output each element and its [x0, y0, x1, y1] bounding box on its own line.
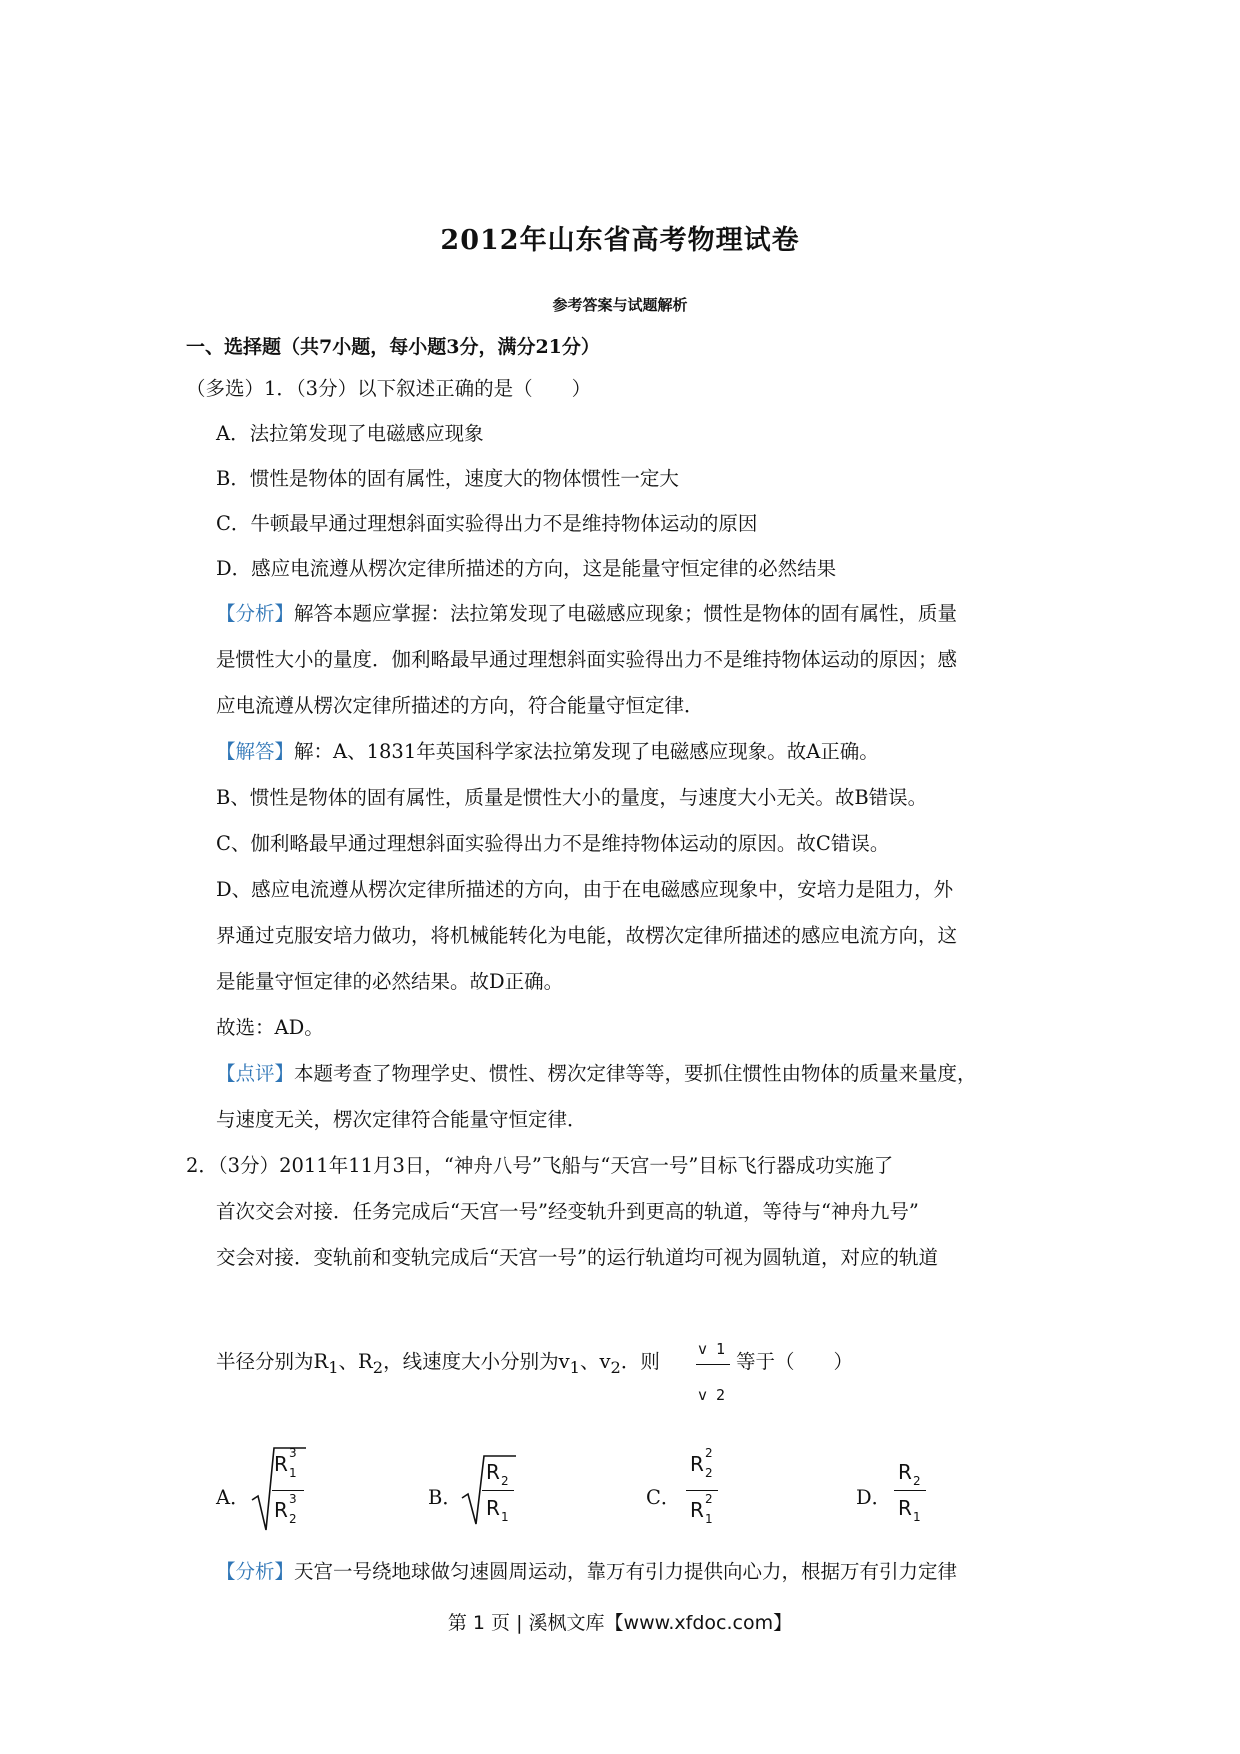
- q2-option-c-numerator: R: [690, 1452, 704, 1476]
- q2-option-a-num-sub: 1: [289, 1466, 297, 1480]
- q2-text-part: ，线速度大小分别为v: [383, 1350, 570, 1373]
- q2-option-c-denominator: R: [690, 1498, 704, 1522]
- subscript: 1: [569, 1357, 580, 1377]
- q2-option-a-num-exp: 3: [289, 1446, 297, 1460]
- fraction-bar: [686, 1490, 718, 1491]
- q2-text-part: 、R: [338, 1350, 373, 1373]
- q2-stem-line-4: [216, 1350, 660, 1377]
- analysis-text: 天宫一号绕地球做匀速圆周运动，靠万有引力提供向心力，根据万有引力定律: [294, 1560, 958, 1583]
- q1-answer-line-3: C、伽利略最早通过理想斜面实验得出力不是维持物体运动的原因。故C错误。: [216, 832, 890, 855]
- q1-answer-line-7: 故选：AD。: [216, 1016, 324, 1039]
- q2-option-b-label: B．: [428, 1486, 462, 1509]
- q2-stem-line-1: 2．（3分）2011年11月3日，“神舟八号”飞船与“天宫一号”目标飞行器成功实施了: [186, 1154, 894, 1177]
- q2-option-a-denominator: R: [274, 1498, 288, 1522]
- q2-analysis-line-1: [216, 1560, 957, 1583]
- answer-tag: 【解答】: [216, 740, 295, 763]
- page-footer: 第 1 页 | 溪枫文库【www.xfdoc.com】: [447, 1612, 793, 1634]
- q2-option-a-label: A．: [216, 1486, 250, 1509]
- q2-option-b-numerator: R: [486, 1460, 500, 1484]
- analysis-tag: 【分析】: [216, 602, 295, 625]
- q1-option-d: D．感应电流遵从楞次定律所描述的方向，这是能量守恒定律的必然结果: [216, 557, 837, 580]
- fraction-numerator: v 1: [698, 1340, 726, 1358]
- comment-text: 本题考查了物理学史、惯性、楞次定律等等，要抓住惯性由物体的质量来量度，: [294, 1062, 977, 1085]
- fraction-bar: [894, 1490, 926, 1491]
- fraction-denominator: v 2: [698, 1386, 726, 1404]
- subscript: 2: [372, 1357, 384, 1377]
- q2-option-c-label: C．: [646, 1486, 681, 1509]
- q1-option-b: B．惯性是物体的固有属性，速度大的物体惯性一定大: [216, 467, 679, 490]
- q1-comment-line-2: 与速度无关，楞次定律符合能量守恒定律．: [216, 1108, 587, 1131]
- q1-option-c: C．牛顿最早通过理想斜面实验得出力不是维持物体运动的原因: [216, 512, 758, 535]
- subscript: 1: [328, 1357, 339, 1377]
- q2-text-part: 、v: [579, 1350, 611, 1373]
- q2-text-part: ．则: [620, 1350, 660, 1373]
- q2-option-d-label: D．: [856, 1486, 892, 1509]
- page-title: 2012年山东省高考物理试卷: [440, 225, 800, 256]
- q1-option-a: A．法拉第发现了电磁感应现象: [216, 422, 484, 445]
- subscript: 2: [610, 1357, 621, 1377]
- q1-analysis-line-2: 是惯性大小的量度．伽利略最早通过理想斜面实验得出力不是维持物体运动的原因；感: [216, 648, 958, 671]
- answer-text: 解：A、1831年英国科学家法拉第发现了电磁感应现象。故A正确。: [294, 740, 879, 763]
- q1-answer-line-4: D、感应电流遵从楞次定律所描述的方向，由于在电磁感应现象中，安培力是阻力，外: [216, 878, 954, 901]
- q2-option-c-den-exp: 2: [705, 1492, 713, 1506]
- q2-stem-line-2: 首次交会对接．任务完成后“天宫一号”经变轨升到更高的轨道，等待与“神舟九号”: [216, 1200, 919, 1223]
- q2-option-d-denominator: R: [898, 1496, 912, 1520]
- fraction-bar: [482, 1490, 514, 1491]
- q2-stem-line-3: 交会对接．变轨前和变轨完成后“天宫一号”的运行轨道均可视为圆轨道，对应的轨道: [216, 1246, 938, 1269]
- q1-answer-line-6: 是能量守恒定律的必然结果。故D正确。: [216, 970, 564, 993]
- q2-option-c-num-exp: 2: [705, 1446, 713, 1460]
- q2-option-a-den-sub: 2: [289, 1512, 297, 1526]
- q1-answer-line-5: 界通过克服安培力做功，将机械能转化为电能，故楞次定律所描述的感应电流方向，这: [216, 924, 958, 947]
- q1-comment-line-1: [216, 1062, 977, 1085]
- q2-option-b-num-sub: 2: [501, 1474, 509, 1488]
- fraction-bar: [696, 1364, 730, 1365]
- q1-analysis-line-3: 应电流遵从楞次定律所描述的方向，符合能量守恒定律．: [216, 694, 704, 717]
- q1-stem: （多选）1．（3分）以下叙述正确的是（ ）: [186, 377, 592, 400]
- q2-option-d-den-sub: 1: [913, 1510, 921, 1524]
- q2-option-c-den-sub: 1: [705, 1512, 713, 1526]
- q2-option-d-numerator: R: [898, 1460, 912, 1484]
- analysis-text: 解答本题应掌握：法拉第发现了电磁感应现象；惯性是物体的固有属性，质量: [294, 602, 958, 625]
- q2-option-a-den-exp: 3: [289, 1492, 297, 1506]
- fraction-bar: [272, 1490, 304, 1491]
- q2-option-b-den-sub: 1: [501, 1510, 509, 1524]
- symbol-r: R: [274, 1452, 288, 1476]
- q2-option-b-denominator: R: [486, 1496, 500, 1520]
- q1-analysis-line-1: [216, 602, 957, 625]
- q2-option-c-num-sub: 2: [705, 1466, 713, 1480]
- q1-answer-line-2: B、惯性是物体的固有属性，质量是惯性大小的量度，与速度大小无关。故B错误。: [216, 786, 928, 809]
- comment-tag: 【点评】: [216, 1062, 295, 1085]
- page-subtitle: 参考答案与试题解析: [552, 296, 688, 314]
- q2-option-a-numerator: [274, 1452, 288, 1476]
- q2-option-d-num-sub: 2: [913, 1474, 921, 1488]
- analysis-tag: 【分析】: [216, 1560, 295, 1583]
- q2-text-part: 半径分别为R: [216, 1350, 329, 1373]
- section-heading: 一、选择题（共7小题，每小题3分，满分21分）: [186, 336, 600, 358]
- q2-stem-tail: 等于（ ）: [736, 1350, 854, 1373]
- q1-answer-line-1: [216, 740, 879, 763]
